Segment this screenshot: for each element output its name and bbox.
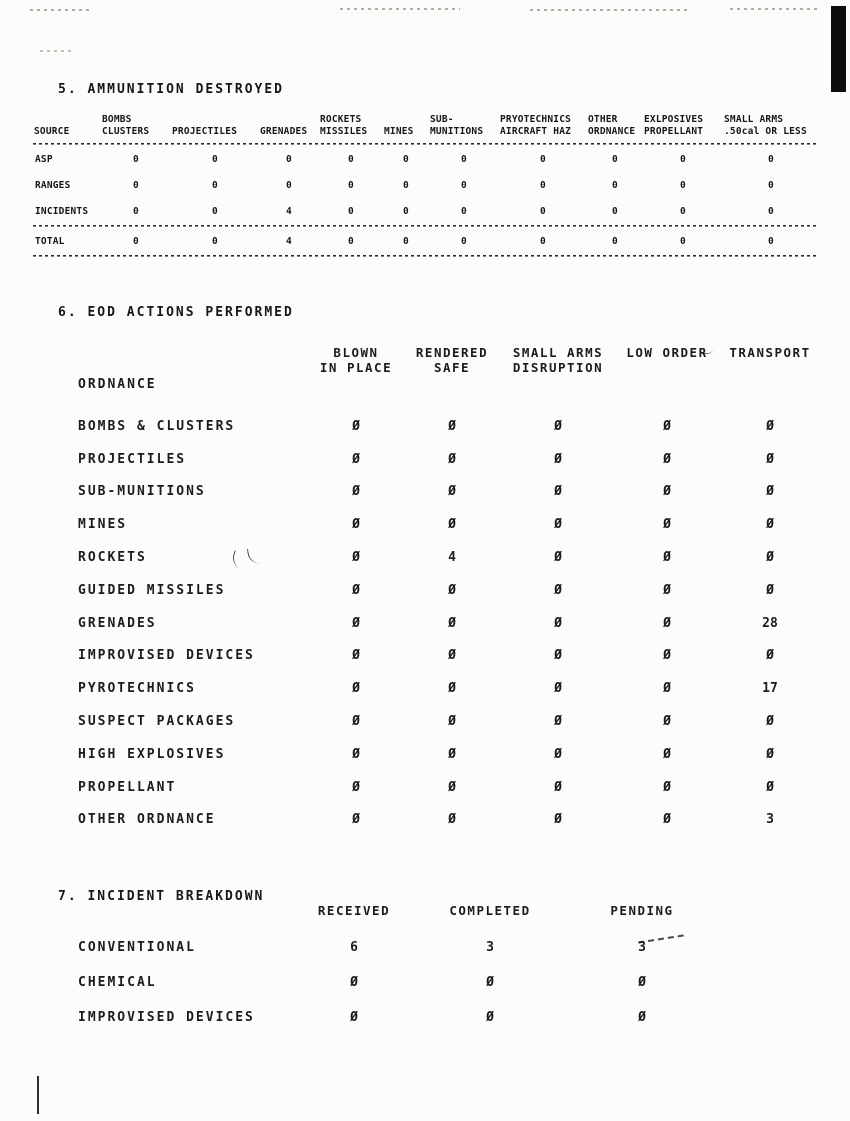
t5-cell: 0: [403, 236, 409, 247]
eod-col-header-line1: RENDERED: [415, 345, 489, 360]
eod-cell: Ø: [766, 517, 774, 533]
eod-cell: 4: [448, 550, 456, 566]
eod-cell: Ø: [766, 451, 774, 467]
t5-cell: 0: [768, 236, 774, 247]
t5-cell: 0: [212, 154, 218, 165]
section6-title: 6. EOD ACTIONS PERFORMED: [58, 305, 294, 320]
t5-col-header-line1: PRYOTECHNICS: [500, 114, 572, 125]
eod-cell: Ø: [554, 714, 562, 730]
eod-cell: Ø: [766, 582, 774, 598]
t5-cell: 0: [133, 154, 139, 165]
incident-row-label: CONVENTIONAL: [78, 940, 196, 955]
t5-cell: 0: [461, 206, 467, 217]
eod-cell: Ø: [352, 714, 360, 730]
eod-row-label: SUB-MUNITIONS: [78, 484, 206, 500]
eod-cell: Ø: [663, 418, 671, 434]
t5-col-header-line1: BOMBS: [102, 114, 132, 125]
eod-cell: Ø: [554, 484, 562, 500]
eod-col-header-line1: TRANSPORT: [729, 345, 811, 360]
incident-cell: Ø: [350, 1010, 358, 1025]
t5-col-header-line2: PROJECTILES: [172, 126, 238, 137]
t5-cell: 0: [540, 206, 546, 217]
eod-cell: Ø: [663, 615, 671, 631]
incident-row-label: IMPROVISED DEVICES: [78, 1010, 255, 1025]
eod-cell: Ø: [448, 812, 456, 828]
t5-col-header-line2: MISSILES: [320, 126, 368, 137]
t5-cell: 0: [461, 236, 467, 247]
eod-cell: Ø: [663, 451, 671, 467]
t5-cell: 0: [348, 154, 354, 165]
eod-col-header: [720, 345, 820, 392]
eod-cell: Ø: [352, 484, 360, 500]
t5-row-label: TOTAL: [35, 236, 65, 247]
eod-cell: Ø: [448, 714, 456, 730]
t5-cell: 0: [403, 154, 409, 165]
t5-row-label: ASP: [35, 154, 53, 165]
t5-row-label: INCIDENTS: [35, 206, 89, 217]
eod-cell: Ø: [766, 550, 774, 566]
eod-cell: Ø: [352, 451, 360, 467]
eod-row-label: MINES: [78, 517, 128, 533]
t5-cell: 4: [286, 236, 292, 247]
t5-col-header-line1: SMALL ARMS: [724, 114, 784, 125]
eod-cell: Ø: [554, 779, 562, 795]
eod-cell: Ø: [352, 582, 360, 598]
t5-cell: 0: [286, 180, 292, 191]
t5-cell: 0: [348, 206, 354, 217]
eod-cell: Ø: [554, 812, 562, 828]
eod-cell: Ø: [352, 418, 360, 434]
scan-speckle: [40, 50, 74, 52]
eod-row-label: OTHER ORDNANCE: [78, 812, 216, 828]
incident-cell: Ø: [486, 975, 494, 990]
eod-cell: Ø: [663, 550, 671, 566]
t5-col-header-line2: MUNITIONS: [430, 126, 484, 137]
t5-cell: 0: [540, 180, 546, 191]
eod-cell: Ø: [448, 681, 456, 697]
section7-title: 7. INCIDENT BREAKDOWN: [58, 889, 265, 904]
t5-divider: [33, 225, 819, 227]
t5-cell: 0: [540, 236, 546, 247]
incident-col-header: COMPLETED: [449, 903, 531, 918]
t5-cell: 0: [680, 180, 686, 191]
eod-row-header: ORDNANCE: [78, 377, 157, 392]
incident-cell: Ø: [486, 1010, 494, 1025]
t5-cell: 0: [612, 154, 618, 165]
eod-cell: Ø: [448, 582, 456, 598]
scan-speckle: [530, 9, 690, 11]
incident-col-header: RECEIVED: [317, 903, 391, 918]
eod-col-header-line2: SAFE: [433, 360, 471, 375]
scan-artifact-line: [37, 1076, 39, 1114]
t5-cell: 0: [212, 206, 218, 217]
eod-cell: Ø: [663, 517, 671, 533]
t5-col-header-line1: [33, 113, 101, 125]
eod-cell: Ø: [663, 779, 671, 795]
t5-cell: 0: [680, 206, 686, 217]
t5-cell: 4: [286, 206, 292, 217]
t5-col-header-line2: SOURCE: [34, 126, 70, 137]
scan-speckle: [30, 9, 90, 11]
incident-cell: 3: [638, 940, 646, 955]
eod-cell: Ø: [448, 746, 456, 762]
eod-cell: Ø: [554, 582, 562, 598]
eod-cell: Ø: [554, 648, 562, 664]
eod-cell: Ø: [766, 714, 774, 730]
scan-edge-bar: [831, 6, 846, 92]
eod-row-label: GRENADES: [78, 615, 157, 631]
eod-col-header-line2: IN PLACE: [319, 360, 393, 375]
eod-row-label: PROJECTILES: [78, 451, 187, 467]
eod-row-label: HIGH EXPLOSIVES: [78, 746, 226, 762]
t5-cell: 0: [612, 236, 618, 247]
t5-col-header-line2: GRENADES: [260, 126, 308, 137]
t5-cell: 0: [403, 180, 409, 191]
t5-cell: 0: [768, 154, 774, 165]
t5-col-header-line2: CLUSTERS: [102, 126, 150, 137]
eod-col-header: [614, 345, 720, 392]
eod-cell: Ø: [352, 648, 360, 664]
eod-cell: Ø: [663, 812, 671, 828]
eod-cell: Ø: [663, 681, 671, 697]
eod-cell: Ø: [663, 746, 671, 762]
eod-cell: Ø: [448, 451, 456, 467]
t5-cell: 0: [540, 154, 546, 165]
t5-col-header-line1: EXLPOSIVES: [644, 114, 704, 125]
eod-table-header: [78, 345, 820, 392]
eod-row-label: PYROTECHNICS: [78, 681, 196, 697]
eod-cell: Ø: [554, 746, 562, 762]
t5-cell: 0: [212, 236, 218, 247]
eod-cell: Ø: [554, 681, 562, 697]
incident-table-rows: [78, 930, 718, 1035]
eod-cell: Ø: [554, 615, 562, 631]
eod-cell: Ø: [663, 582, 671, 598]
eod-cell: Ø: [448, 779, 456, 795]
t5-cell: 0: [286, 154, 292, 165]
t5-cell: 0: [680, 154, 686, 165]
t5-cell: 0: [768, 206, 774, 217]
eod-cell: Ø: [352, 681, 360, 697]
eod-col-header-line1: BLOWN: [333, 345, 379, 360]
t5-cell: 0: [612, 206, 618, 217]
eod-cell: Ø: [352, 615, 360, 631]
t5-col-header-line2: PROPELLANT: [644, 126, 704, 137]
eod-row-label: BOMBS & CLUSTERS: [78, 418, 236, 434]
t5-cell: 0: [348, 236, 354, 247]
scan-speckle: [340, 8, 460, 10]
t5-divider: [33, 255, 819, 257]
incident-col-header: PENDING: [610, 903, 674, 918]
t5-cell: 0: [348, 180, 354, 191]
t5-col-header-line1: SUB-: [430, 114, 454, 125]
eod-row-label: ROCKETS: [78, 550, 147, 566]
eod-cell: Ø: [352, 517, 360, 533]
eod-cell: Ø: [352, 779, 360, 795]
section5-title: 5. AMMUNITION DESTROYED: [58, 82, 285, 97]
eod-cell: Ø: [448, 418, 456, 434]
t5-col-header-line1: [383, 113, 429, 125]
eod-cell: Ø: [352, 812, 360, 828]
t5-col-header-line1: OTHER: [588, 114, 618, 125]
eod-row-label: GUIDED MISSILES: [78, 582, 226, 598]
t5-row-label: RANGES: [35, 180, 71, 191]
eod-cell: Ø: [766, 484, 774, 500]
t5-col-header-line2: AIRCRAFT HAZ: [500, 126, 572, 137]
eod-col-header: [402, 345, 502, 392]
incident-header-spacer: [78, 903, 294, 918]
eod-cell: Ø: [554, 418, 562, 434]
eod-cell: Ø: [766, 648, 774, 664]
eod-table-rows: [78, 410, 820, 836]
eod-cell: Ø: [554, 451, 562, 467]
eod-row-label: SUSPECT PACKAGES: [78, 714, 236, 730]
t5-cell: 0: [461, 180, 467, 191]
eod-cell: Ø: [352, 746, 360, 762]
t5-cell: 0: [133, 180, 139, 191]
t5-col-header-line1: [171, 113, 259, 125]
eod-cell: 17: [762, 681, 778, 697]
eod-row-label: IMPROVISED DEVICES: [78, 648, 255, 664]
eod-cell: Ø: [554, 517, 562, 533]
eod-cell: Ø: [663, 714, 671, 730]
eod-col-header-line1: SMALL ARMS: [512, 345, 604, 360]
eod-cell: Ø: [448, 517, 456, 533]
eod-cell: Ø: [448, 484, 456, 500]
t5-cell: 0: [403, 206, 409, 217]
t5-cell: 0: [680, 236, 686, 247]
t5-col-header-line2: MINES: [384, 126, 414, 137]
eod-cell: Ø: [352, 550, 360, 566]
t5-cell: 0: [612, 180, 618, 191]
t5-divider: [33, 143, 819, 145]
t5-col-header-line2: ORDNANCE: [588, 126, 636, 137]
t5-cell: 0: [133, 236, 139, 247]
eod-cell: 28: [762, 615, 778, 631]
incident-row-label: CHEMICAL: [78, 975, 157, 990]
t5-cell: 0: [133, 206, 139, 217]
t5-col-header-line1: [259, 113, 319, 125]
eod-col-header: [310, 345, 402, 392]
incident-cell: Ø: [638, 1010, 646, 1025]
t5-col-header-line2: .50cal OR LESS: [724, 126, 807, 137]
eod-cell: Ø: [766, 779, 774, 795]
eod-cell: Ø: [766, 418, 774, 434]
scan-speckle: [730, 8, 820, 10]
eod-cell: Ø: [448, 648, 456, 664]
eod-col-header-line1: LOW ORDER: [626, 345, 708, 360]
incident-cell: 6: [350, 940, 358, 955]
t5-cell: 0: [212, 180, 218, 191]
eod-cell: Ø: [554, 550, 562, 566]
incident-cell: Ø: [350, 975, 358, 990]
incident-table-header: [78, 903, 718, 918]
eod-col-header-line2: DISRUPTION: [512, 360, 604, 375]
t5-cell: 0: [768, 180, 774, 191]
eod-cell: 3: [766, 812, 774, 828]
eod-cell: Ø: [663, 648, 671, 664]
eod-col-header: [502, 345, 614, 392]
eod-cell: Ø: [766, 746, 774, 762]
eod-cell: Ø: [448, 615, 456, 631]
t5-cell: 0: [461, 154, 467, 165]
eod-row-label: PROPELLANT: [78, 779, 177, 795]
incident-cell: 3: [486, 940, 494, 955]
t5-col-header-line1: ROCKETS: [320, 114, 362, 125]
eod-cell: Ø: [663, 484, 671, 500]
ammunition-table: [33, 113, 819, 258]
incident-cell: Ø: [638, 975, 646, 990]
